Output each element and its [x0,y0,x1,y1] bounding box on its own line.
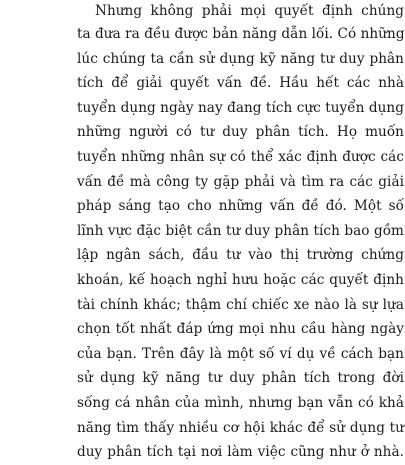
text-line-5: tuyển dụng ngày nay đang tích cực tuyển dụng [77,99,404,116]
text-line-18: năng tìm thấy nhiều cơ hội khác để sử dụng tư [77,419,404,436]
text-line-13: tài chính khác; thậm chí chiếc xe nào là sự lựa [77,296,404,313]
text-line-2: ta đưa ra đều được bản năng dẫn lối. Có những [77,26,405,42]
paragraph [77,0,404,465]
text-line-3: lúc chúng ta cần sử dụng kỹ năng tư duy phân [77,50,404,67]
text-line-4: tích để giải quyết vấn đề. Hầu hết các nhà [77,75,404,92]
text-line-9: pháp sáng tạo cho những vấn đề đó. Một số [77,198,404,215]
text-line-15: của bạn. Trên đây là một số ví dụ về cách bạn [77,345,404,362]
text-line-8: vấn đề mà công ty gặp phải và tìm ra các giải [77,173,404,190]
text-line-19: duy phân tích tại nơi làm việc cũng như ở nhà. [77,444,404,461]
text-line-11: lập ngân sách, đầu tư vào thị trường chứng [77,247,404,264]
text-line-17: sống cá nhân của mình, nhưng bạn vẫn có khả [77,394,404,411]
text-line-16: sử dụng kỹ năng tư duy phân tích trong đời [77,370,404,387]
text-line-10: lĩnh vực đặc biệt cần tư duy phân tích bao gồm [77,222,404,239]
text-line-6: những người có tư duy phân tích. Họ muốn [77,124,404,141]
text-line-7: tuyển những nhân sự có thể xác định được các [77,148,404,165]
text-line-14: chọn tốt nhất đáp ứng mọi nhu cầu hàng ngày [77,321,404,338]
text-line-12: khoán, kế hoạch nghỉ hưu hoặc các quyết định [77,271,404,288]
text-line-1: Nhưng không phải mọi quyết định chúng [95,3,404,19]
